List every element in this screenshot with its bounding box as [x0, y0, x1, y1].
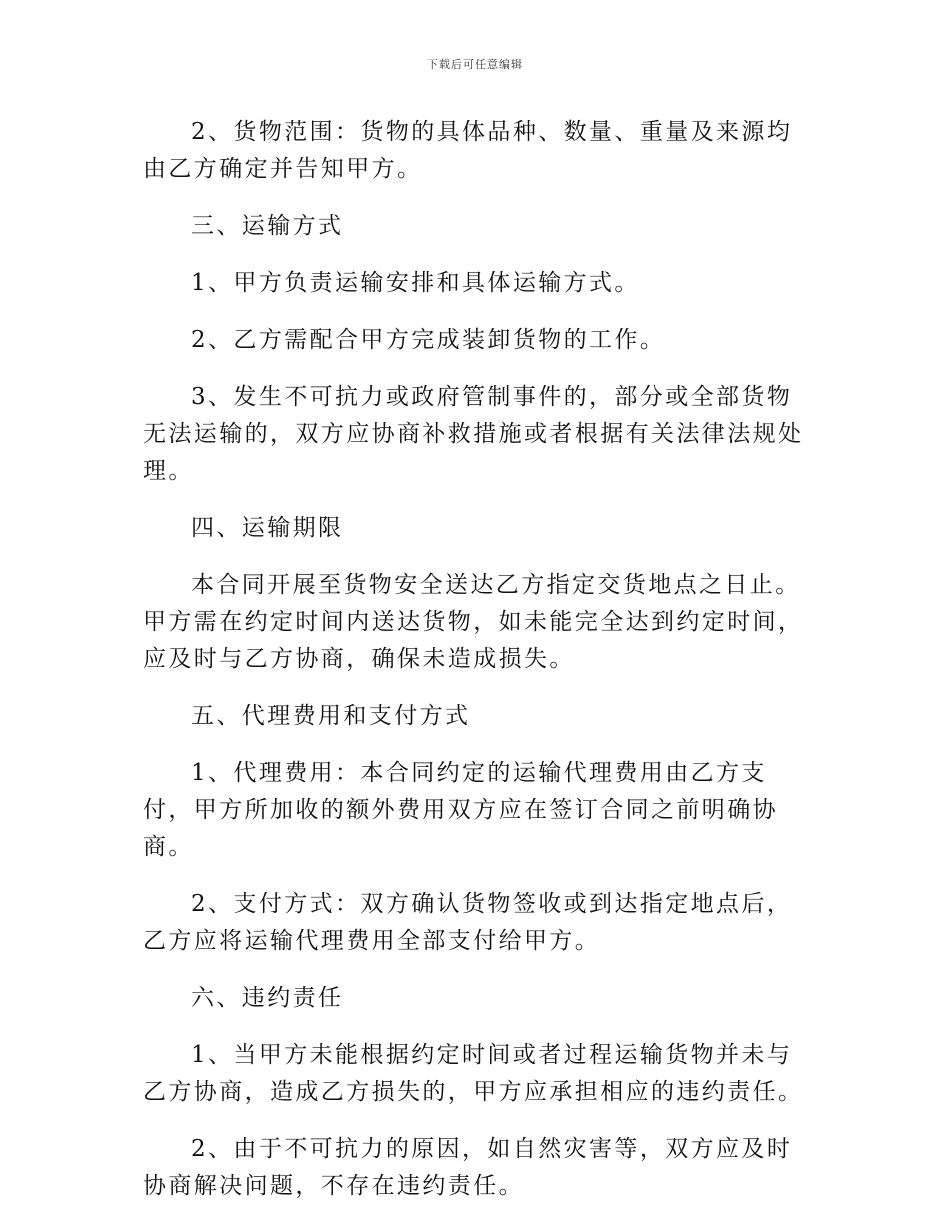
- section-heading-fees-payment: 五、代理费用和支付方式: [191, 703, 471, 729]
- paragraph-contract-period: 本合同开展至货物安全送达乙方指定交货地点之日止。甲方需在约定时间内送达货物，如未能完全达到约定时间，应及时与乙方协商，确保未造成损失。: [143, 572, 804, 672]
- paragraph-loading-unloading: 2、乙方需配合甲方完成装卸货物的工作。: [191, 327, 666, 353]
- page-header: 下载后可任意编辑: [427, 58, 523, 71]
- section-heading-transport-period: 四、运输期限: [191, 515, 344, 541]
- paragraph-payment-method: 2、支付方式：双方确认货物签收或到达指定地点后，乙方应将运输代理费用全部支付给甲方。: [143, 891, 793, 954]
- section-heading-breach-liability: 六、违约责任: [191, 985, 344, 1011]
- paragraph-force-majeure-liability: 2、由于不可抗力的原因，如自然灾害等，双方应及时协商解决问题，不存在违约责任。: [143, 1136, 793, 1199]
- paragraph-breach-party-a: 1、当甲方未能根据约定时间或者过程运输货物并未与乙方协商，造成乙方损失的，甲方应承担相应的违约责任。: [143, 1042, 804, 1105]
- paragraph-agency-fee: 1、代理费用：本合同约定的运输代理费用由乙方支付，甲方所加收的额外费用双方应在签订合同之前明确协商。: [143, 760, 778, 860]
- paragraph-transport-arrangement: 1、甲方负责运输安排和具体运输方式。: [191, 270, 640, 296]
- document-body: [143, 114, 811, 1225]
- paragraph-force-majeure-transport: 3、发生不可抗力或政府管制事件的，部分或全部货物无法运输的，双方应协商补救措施或者根据有关法律法规处理。: [143, 384, 804, 484]
- paragraph-goods-scope: 2、货物范围：货物的具体品种、数量、重量及来源均由乙方确定并告知甲方。: [143, 119, 793, 182]
- section-heading-transport-method: 三、运输方式: [191, 213, 344, 239]
